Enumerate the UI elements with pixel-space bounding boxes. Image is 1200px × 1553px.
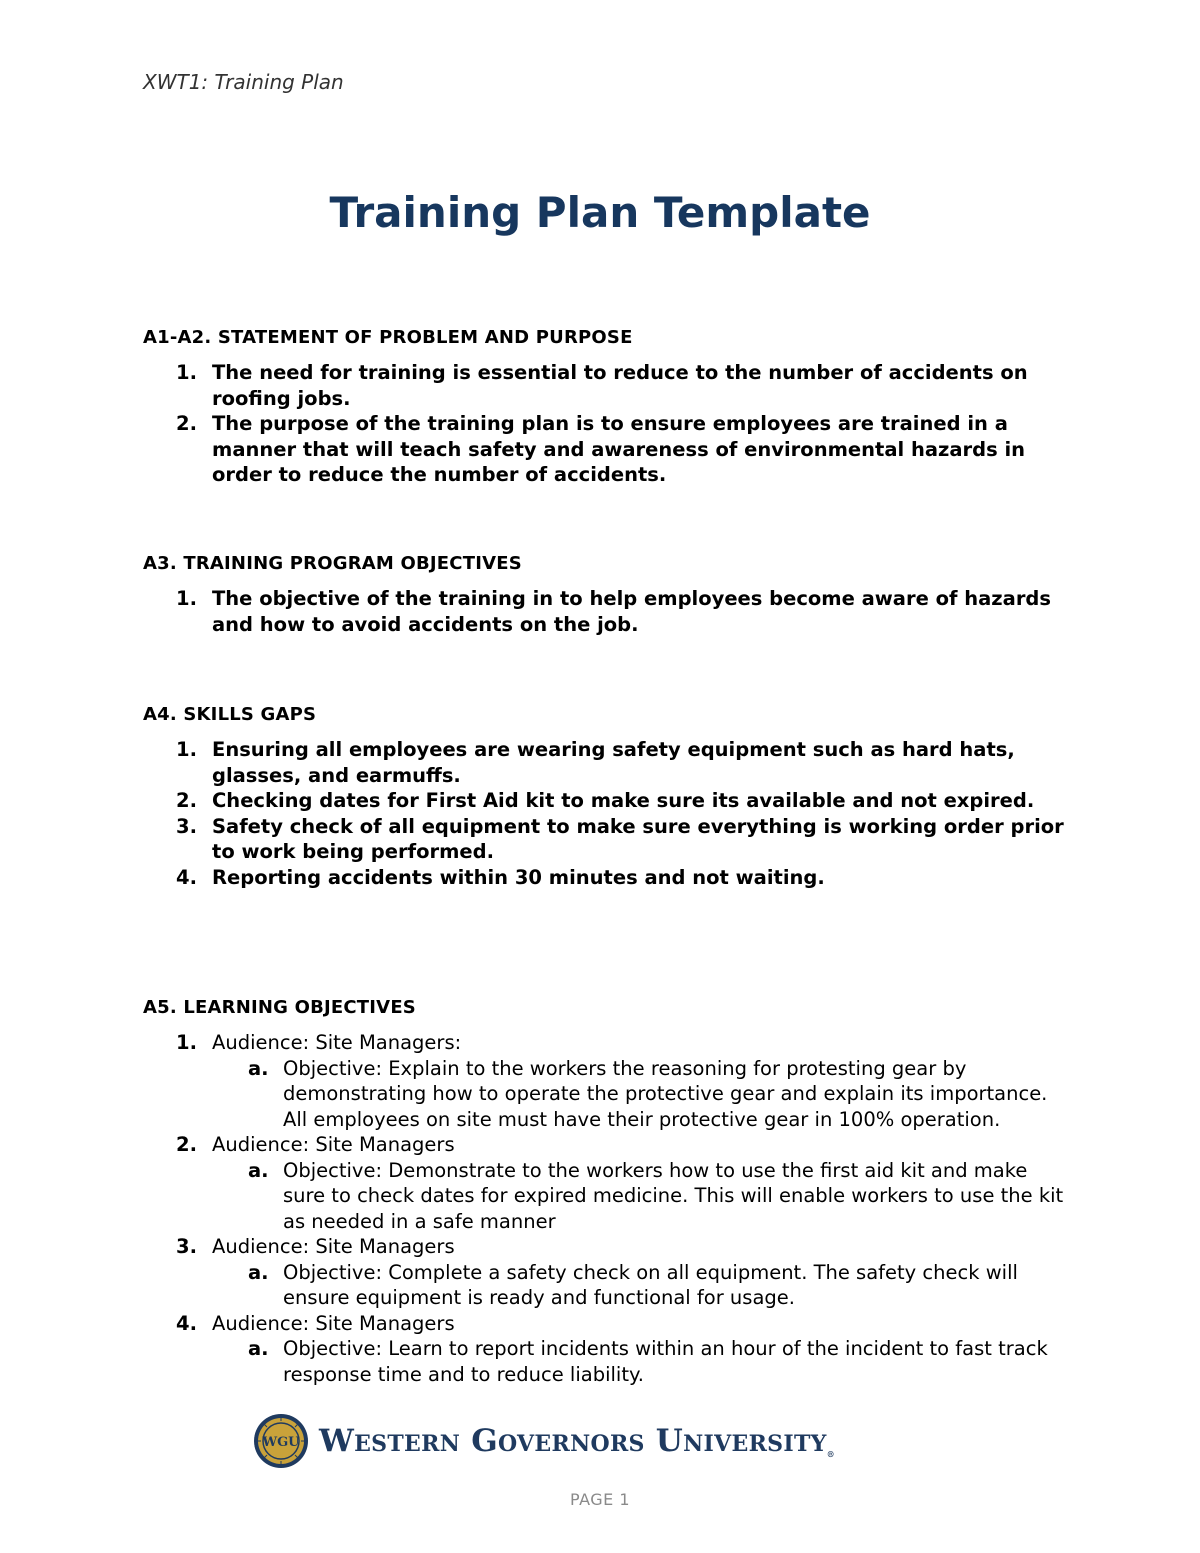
- list-item: 2. Checking dates for First Aid kit to make sure its available and not expired.: [176, 789, 1035, 812]
- sub-list-item: a. Objective: Demonstrate to the workers how to use the first aid kit and make sure to check dates for expired medicine. This will enable workers to use the kit as needed in a safe manner: [248, 1158, 1064, 1233]
- list-item: 3. Safety check of all equipment to make sure everything is working order prior to work being performed.: [176, 814, 1064, 863]
- section-heading: A3. TRAINING PROGRAM OBJECTIVES: [143, 553, 522, 574]
- sub-list-item: a. Objective: Explain to the workers the reasoning for protesting gear by demonstrating how to operate the protective gear and explain its importance. All employees on site must have their protective gear in 100% operation.: [248, 1056, 1048, 1131]
- list-item: 4. Audience: Site Managers a. Objective: Learn to report incidents within an hour of the incident to fast track response time and to reduce liability.: [143, 1311, 1073, 1388]
- svg-text:WGU: WGU: [262, 1435, 300, 1450]
- section-heading: A4. SKILLS GAPS: [143, 704, 317, 725]
- university-seal-icon: [253, 1413, 309, 1469]
- list-item: 1. The need for training is essential to reduce to the number of accidents on roofing jobs.: [176, 361, 1028, 410]
- list-item: 1. The objective of the training in to help employees become aware of hazards and how to avoid accidents on the job.: [176, 587, 1051, 636]
- list-item: 1. Audience: Site Managers: a. Objective: Explain to the workers the reasoning for protesting gear by demonstrating how to operate the protective gear and explain its importance. All employees on site must have their protective gear in 100% operation.: [143, 1030, 1073, 1132]
- section-program-objectives: [143, 553, 1073, 637]
- list-item: 1. Ensuring all employees are wearing safety equipment such as hard hats, glasses, and earmuffs.: [176, 738, 1015, 787]
- section-problem-purpose: [143, 327, 1073, 488]
- list-item: 3. Audience: Site Managers a. Objective: Complete a safety check on all equipment. The safety check will ensure equipment is ready and functional for usage.: [143, 1234, 1073, 1311]
- page-header: XWT1: Training Plan: [143, 70, 344, 94]
- section-heading: A1-A2. STATEMENT OF PROBLEM AND PURPOSE: [143, 327, 633, 348]
- section-skills-gaps: [143, 704, 1073, 890]
- document-title: Training Plan Template: [329, 188, 871, 237]
- wgu-logo: [253, 1410, 835, 1472]
- university-name: Western Governors University®: [319, 1423, 835, 1459]
- list-item: 2. Audience: Site Managers a. Objective: Demonstrate to the workers how to use the first aid kit and make sure to check dates for expired medicine. This will enable workers to use the kit as needed in a safe manner: [143, 1132, 1073, 1234]
- section-heading: A5. LEARNING OBJECTIVES: [143, 997, 416, 1018]
- sub-list-item: a. Objective: Complete a safety check on all equipment. The safety check will ensure equipment is ready and functional for usage.: [248, 1260, 1018, 1309]
- list-item: 4. Reporting accidents within 30 minutes and not waiting.: [176, 865, 825, 889]
- page-number: PAGE 1: [569, 1490, 631, 1509]
- sub-list-item: a. Objective: Learn to report incidents within an hour of the incident to fast track response time and to reduce liability.: [248, 1337, 1048, 1386]
- list-item: 2. The purpose of the training plan is to ensure employees are trained in a manner that will teach safety and awareness of environmental hazards in order to reduce the number of accidents.: [176, 412, 1026, 486]
- section-learning-objectives: [143, 997, 1073, 1387]
